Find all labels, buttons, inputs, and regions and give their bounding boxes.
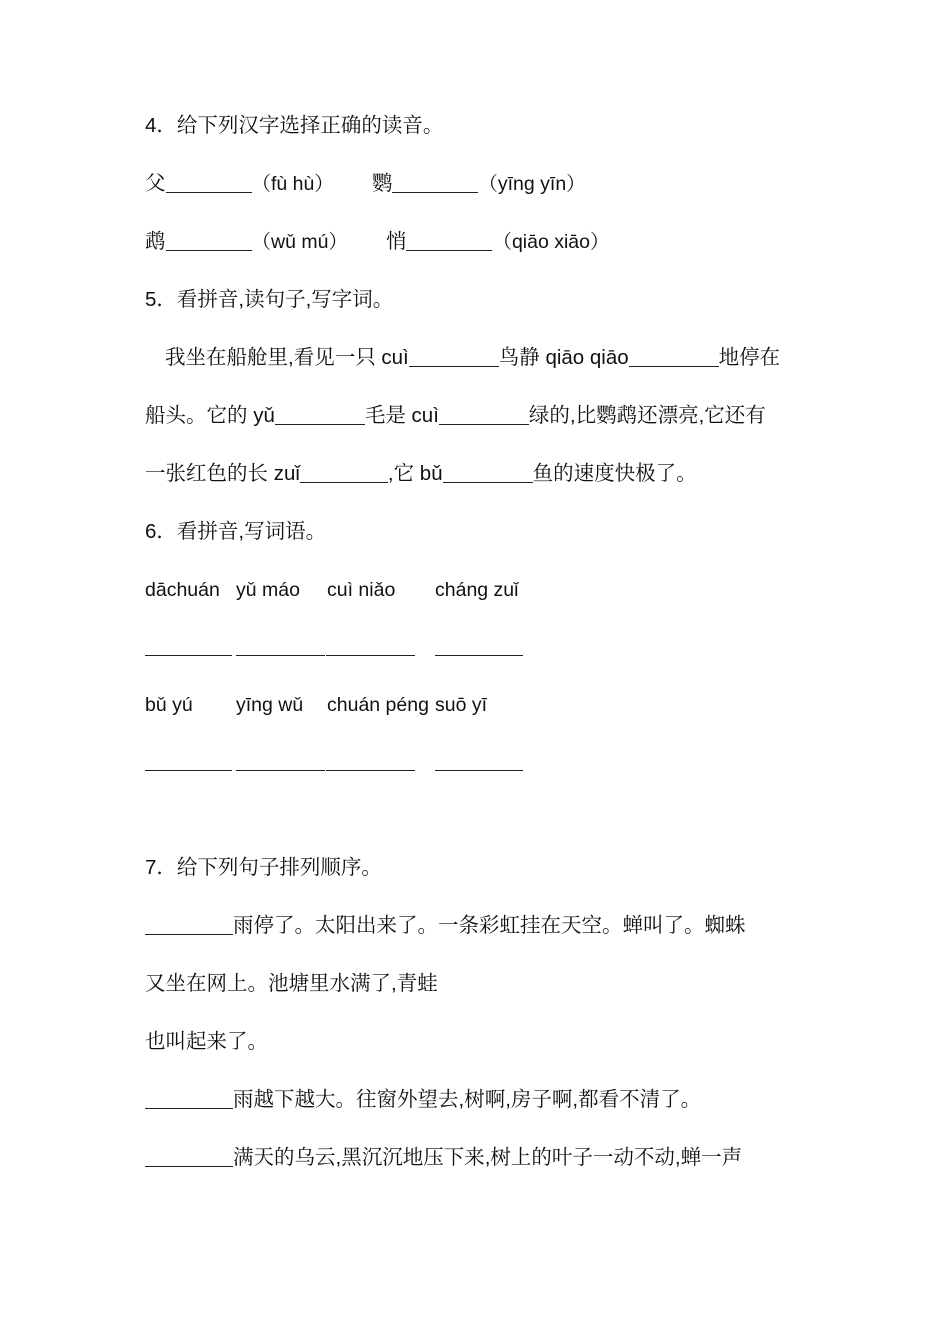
pinyin-word: suō yī [435, 694, 488, 716]
answer-blank[interactable] [326, 655, 415, 656]
answer-blank[interactable] [275, 402, 365, 425]
q5-text: 绿的,比鹦鹉还漂亮,它还有 [528, 404, 766, 427]
q4-char: 鹉 [145, 230, 166, 253]
q5-line2 [145, 402, 766, 430]
q5-text: 毛是 cuì [364, 404, 439, 427]
q7-sentence-1 [145, 912, 746, 940]
q5-text: 鱼的速度快极了。 [532, 462, 697, 485]
answer-blank[interactable] [443, 460, 533, 483]
q7-text: 满天的乌云,黑沉沉地压下来,树上的叶子一动不动,蝉一声 [233, 1146, 743, 1169]
answer-blank[interactable] [435, 770, 523, 771]
q4-options: （yīng yīn） [478, 173, 586, 195]
q7-sentence-2 [145, 1086, 701, 1114]
answer-blank[interactable] [629, 344, 719, 367]
pinyin-word: cuì niǎo [327, 579, 396, 601]
q4-options: （wǔ mú） [251, 231, 348, 253]
q5-text: 一张红色的长 zuǐ [145, 462, 300, 485]
pinyin-word: bǔ yú [145, 694, 193, 716]
answer-blank[interactable] [145, 912, 233, 935]
q7-text: 也叫起来了。 [145, 1030, 268, 1053]
answer-blank[interactable] [435, 655, 523, 656]
answer-blank[interactable] [145, 770, 232, 771]
answer-blank[interactable] [236, 655, 325, 656]
q7-title: 7．给下列句子排列顺序。 [145, 856, 382, 879]
q7-text: 又坐在网上。池塘里水满了,青蛙 [145, 972, 438, 995]
q5-text: 鸟静 qiāo qiāo [498, 346, 629, 369]
answer-blank[interactable] [236, 770, 325, 771]
q4-char: 鹦 [371, 172, 393, 195]
pinyin-word: dāchuán [145, 579, 220, 601]
q4-char: 父 [145, 172, 166, 195]
answer-blank[interactable] [409, 344, 499, 367]
pinyin-word: cháng zuǐ [435, 579, 519, 601]
q4-row2 [145, 228, 610, 256]
pinyin-word: yīng wǔ [236, 694, 304, 716]
q7-text: 雨越下越大。往窗外望去,树啊,房子啊,都看不清了。 [233, 1088, 702, 1111]
q5-text: 我坐在船舱里,看见一只 cuì [165, 346, 409, 369]
q5-text: 地停在 [718, 346, 781, 369]
q4-char: 悄 [385, 230, 407, 253]
q4-options: （qiāo xiāo） [492, 231, 610, 253]
q5-text: ,它 bǔ [387, 462, 443, 485]
pinyin-word: yǔ máo [236, 579, 300, 601]
q4-title: 4．给下列汉字选择正确的读音。 [145, 114, 444, 137]
q5-title: 5．看拼音,读句子,写字词。 [145, 288, 394, 311]
answer-blank[interactable] [166, 228, 252, 251]
q4-row1 [145, 170, 586, 198]
q5-line3 [145, 460, 697, 488]
q6-title: 6．看拼音,写词语。 [145, 520, 327, 543]
answer-blank[interactable] [145, 655, 232, 656]
q5-text: 船头。它的 yǔ [145, 404, 275, 427]
answer-blank[interactable] [406, 228, 492, 251]
q7-sentence-3 [145, 1144, 742, 1172]
answer-blank[interactable] [300, 460, 388, 483]
answer-blank[interactable] [326, 770, 415, 771]
answer-blank[interactable] [392, 170, 478, 193]
q4-options: （fù hù） [251, 173, 334, 195]
q5-line1 [165, 344, 780, 372]
answer-blank[interactable] [439, 402, 529, 425]
q7-text: 雨停了。太阳出来了。一条彩虹挂在天空。蝉叫了。蜘蛛 [233, 914, 746, 937]
answer-blank[interactable] [145, 1086, 233, 1109]
pinyin-word: chuán péng [327, 694, 429, 716]
answer-blank[interactable] [145, 1144, 233, 1167]
answer-blank[interactable] [166, 170, 252, 193]
